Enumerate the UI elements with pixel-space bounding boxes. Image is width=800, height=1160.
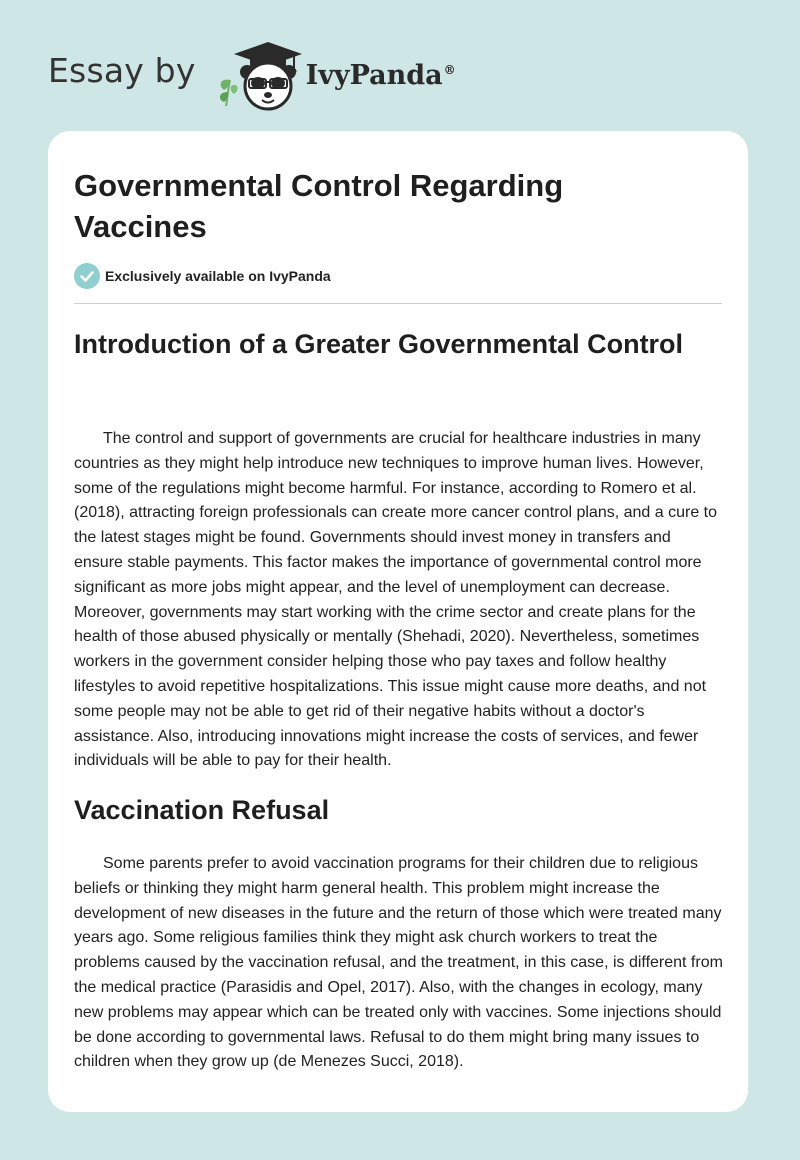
site-header-brand[interactable] xyxy=(48,36,456,112)
ivy-leaf-icon xyxy=(219,80,237,106)
registered-mark: ® xyxy=(443,62,456,77)
brand-name xyxy=(306,60,456,91)
brand-prefix: Essay by xyxy=(48,50,196,90)
check-circle-icon xyxy=(74,263,100,289)
section-heading-vaccination-refusal: Vaccination Refusal xyxy=(74,795,330,825)
page-title: Governmental Control Regarding Vaccines xyxy=(74,168,564,244)
title-divider xyxy=(74,303,722,304)
exclusive-badge xyxy=(74,263,331,289)
exclusive-badge-label: Exclusively available on IvyPanda xyxy=(105,268,331,284)
essay-card xyxy=(48,131,748,1112)
section-body-vaccination-refusal: Some parents prefer to avoid vaccination programs for their children due to religious beliefs or thinking they might harm general health. This problem might increase the development of new diseases in the future and the return of those which were treated many years ago. Some religious families think they might ask church workers to treat the problems caused by the vaccination refusal, and the treatment, in this case, is different from the medical practice (Parasidis and Opel, 2017). Also, with the changes in ecology, many new problems may appear which can be treated only with vaccines. Some injections should be done according to governmental laws. Refusal to do them might bring many issues to children when they grow up (de Menezes Succi, 2018). xyxy=(74,855,723,1071)
section-body-introduction: The control and support of governments are crucial for healthcare industries in many countries as they might help introduce new techniques to improve human lives. However, some of the regulations might become harmful. For instance, according to Romero et al. (2018), attracting foreign professionals can create more cancer control plans, and a cure to the latest stages might be found. Governments should invest money in transfers and ensure stable payments. This factor makes the importance of governmental control more significant as more jobs might appear, and the level of unemployment can decrease. Moreover, governments may start working with the crime sector and create plans for the health of those abused physically or mentally (Shehadi, 2020). Nevertheless, sometimes workers in the government consider helping those who pay taxes and follow healthy lifestyles to avoid repetitive hospitalizations. This issue might cause more deaths, and not some people may not be able to get rid of their negative habits without a doctor's assistance. Also, introducing innovations might increase the costs of services, and fewer individuals will be able to pay for their health. xyxy=(74,430,718,770)
section-heading-introduction: Introduction of a Greater Governmental Control xyxy=(74,329,684,359)
panda-graduate-logo-icon xyxy=(210,36,302,112)
brand-name-text: IvyPanda xyxy=(305,59,443,91)
